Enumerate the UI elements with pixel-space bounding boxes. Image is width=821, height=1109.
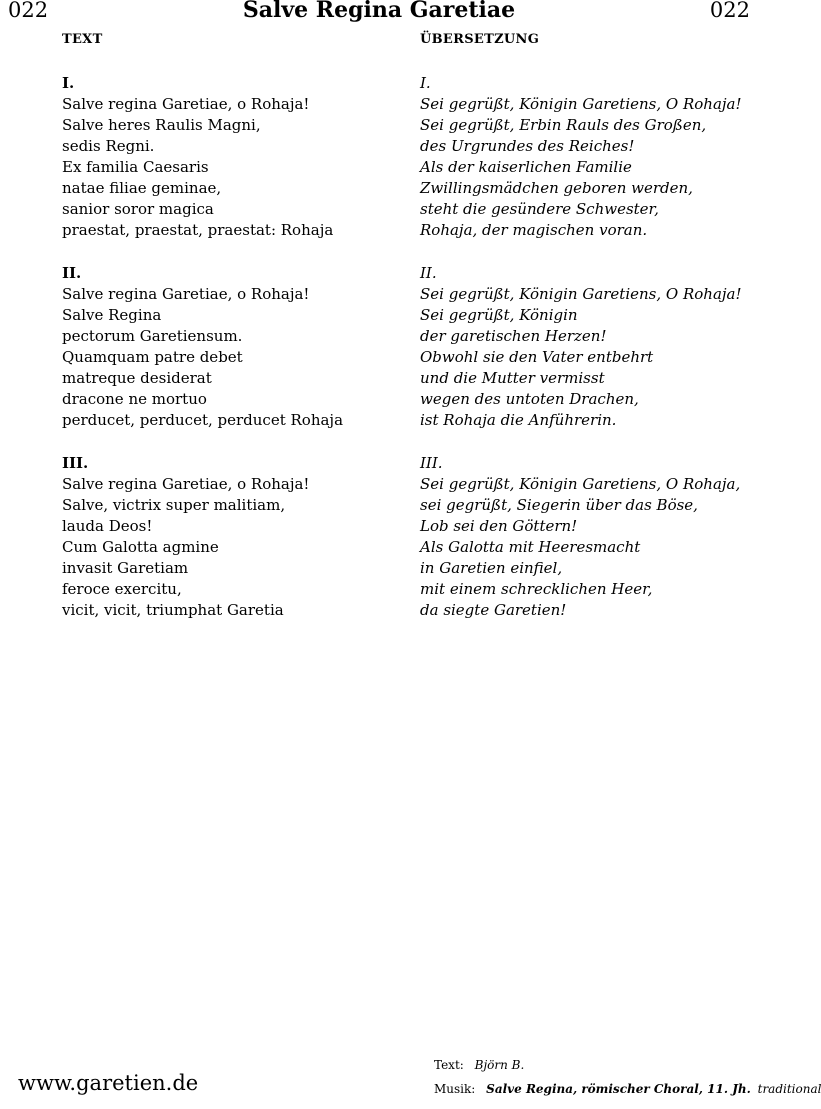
page-header [0, 0, 756, 23]
stanza-number-latin: III. [62, 454, 89, 472]
german-line: Rohaja, der magischen voran. [420, 221, 648, 239]
latin-line: dracone ne mortuo [62, 390, 207, 408]
credit-label: Text: [434, 1058, 464, 1072]
stanza-german-column [420, 263, 756, 431]
stanza [62, 73, 756, 241]
german-line: mit einem schrecklichen Heer, [420, 580, 653, 598]
german-line: Lob sei den Göttern! [420, 517, 578, 535]
german-line: Sei gegrüßt, Königin [420, 306, 578, 324]
credit-emphasis: Salve Regina, römischer Choral, 11. Jh. [486, 1082, 751, 1096]
latin-line: invasit Garetiam [62, 559, 189, 577]
latin-line: Cum Galotta agmine [62, 538, 219, 556]
latin-line: Salve regina Garetiae, o Rohaja! [62, 475, 310, 493]
content-area [0, 32, 756, 621]
german-line: sei gegrüßt, Siegerin über das Böse, [420, 496, 698, 514]
german-line: Obwohl sie den Vater entbehrt [420, 348, 654, 366]
stanza-number-german: II. [420, 264, 437, 282]
latin-line: sedis Regni. [62, 137, 155, 155]
stanza-german-column [420, 453, 756, 621]
stanza-number-latin: I. [62, 74, 75, 92]
german-line: des Urgrundes des Reiches! [420, 137, 635, 155]
stanza-latin-column [62, 453, 420, 621]
latin-line: sanior soror magica [62, 200, 214, 218]
german-line: Sei gegrüßt, Erbin Rauls des Großen, [420, 116, 707, 134]
column-header-uebersetzung: ÜBERSETZUNG [420, 32, 540, 47]
german-line: in Garetien einfiel, [420, 559, 563, 577]
german-line: Zwillingsmädchen geboren werden, [420, 179, 693, 197]
latin-line: Salve regina Garetiae, o Rohaja! [62, 95, 310, 113]
latin-line: Salve regina Garetiae, o Rohaja! [62, 285, 310, 303]
stanza [62, 453, 756, 621]
stanza-list [62, 73, 756, 621]
credits-block [434, 1058, 821, 1106]
latin-line: praestat, praestat, praestat: Rohaja [62, 221, 334, 239]
stanza-number-german: I. [420, 74, 431, 92]
credit-row [434, 1082, 821, 1096]
column-header-text: TEXT [62, 32, 103, 47]
page-number-right: 022 [709, 0, 750, 22]
stanza-german-column [420, 73, 756, 241]
latin-line: natae filiae geminae, [62, 179, 222, 197]
column-headers [62, 32, 756, 47]
page-number-left: 022 [8, 0, 49, 22]
german-line: der garetischen Herzen! [420, 327, 607, 345]
german-line: Sei gegrüßt, Königin Garetiens, O Rohaja! [420, 285, 742, 303]
german-line: Sei gegrüßt, Königin Garetiens, O Rohaja! [420, 95, 742, 113]
latin-line: Ex familia Caesaris [62, 158, 209, 176]
german-line: Sei gegrüßt, Königin Garetiens, O Rohaja, [420, 475, 741, 493]
latin-line: Salve heres Raulis Magni, [62, 116, 261, 134]
stanza-number-latin: II. [62, 264, 82, 282]
credit-value: traditional [757, 1082, 821, 1096]
credit-label: Musik: [434, 1082, 476, 1096]
latin-line: matreque desiderat [62, 369, 212, 387]
page-title: Salve Regina Garetiae [242, 0, 516, 23]
stanza-latin-column [62, 263, 420, 431]
stanza [62, 263, 756, 431]
latin-line: Salve Regina [62, 306, 162, 324]
german-line: und die Mutter vermisst [420, 369, 605, 387]
latin-line: vicit, vicit, triumphat Garetia [62, 601, 284, 619]
credit-value: Björn B. [474, 1058, 525, 1072]
german-line: steht die gesündere Schwester, [420, 200, 659, 218]
german-line: wegen des untoten Drachen, [420, 390, 639, 408]
stanza-number-german: III. [420, 454, 443, 472]
website-url: www.garetien.de [18, 1071, 199, 1095]
latin-line: pectorum Garetiensum. [62, 327, 243, 345]
stanza-latin-column [62, 73, 420, 241]
latin-line: feroce exercitu, [62, 580, 182, 598]
credit-row [434, 1058, 821, 1072]
latin-line: lauda Deos! [62, 517, 153, 535]
german-line: da siegte Garetien! [420, 601, 567, 619]
latin-line: Salve, victrix super malitiam, [62, 496, 286, 514]
latin-line: Quamquam patre debet [62, 348, 243, 366]
german-line: Als der kaiserlichen Familie [420, 158, 632, 176]
german-line: Als Galotta mit Heeresmacht [420, 538, 641, 556]
german-line: ist Rohaja die Anführerin. [420, 411, 617, 429]
latin-line: perducet, perducet, perducet Rohaja [62, 411, 344, 429]
